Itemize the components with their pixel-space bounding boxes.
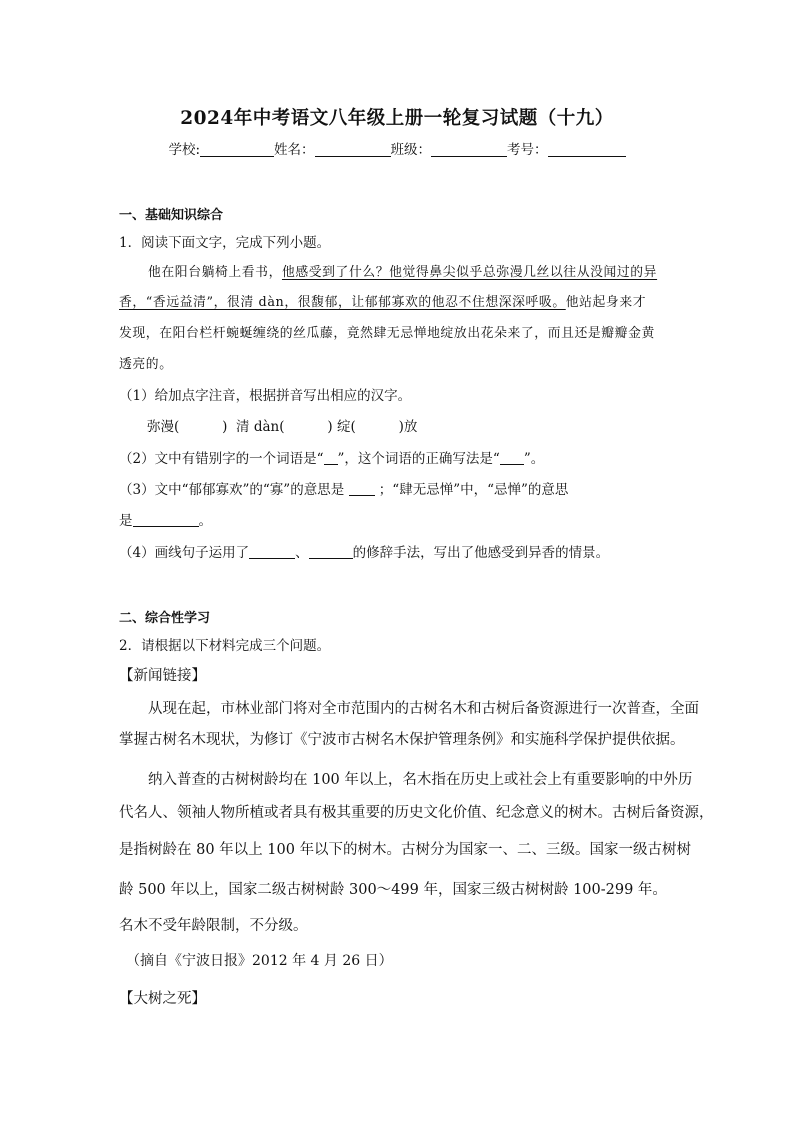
answer-blank xyxy=(500,452,524,465)
underlined-sentence: 香，“香远益清”，很清 dàn，很馥郁， xyxy=(119,295,352,310)
underlined-sentence: 他感受到了什么？他觉得鼻尖似乎总弥漫几丝以往从没闻过的异 xyxy=(281,265,658,280)
answer-blank xyxy=(249,546,295,559)
passage-line-4: 透亮的。 xyxy=(119,357,173,372)
sub4-text: 的修辞手法，写出了他感受到异香的情景。 xyxy=(352,545,610,561)
page-title: 2024年中考语文八年级上册一轮复习试题（十九） xyxy=(180,108,614,129)
name-label: 姓名： xyxy=(274,142,315,158)
news-paragraph-1-line-1: 从现在起，市林业部门将对全市范围内的古树名木和古树后备资源进行一次普查，全面 xyxy=(148,701,699,717)
subquestion-3-cont xyxy=(119,509,212,529)
subquestion-2 xyxy=(119,447,544,467)
sub2-text: （2）文中有错别字的一个词语是“ xyxy=(119,451,324,467)
passage-text: 他在阳台躺椅上看书， xyxy=(148,265,282,280)
school-blank xyxy=(200,142,274,157)
news-source: （摘自《宁波日报》2012 年 4 月 26 日） xyxy=(126,953,393,969)
subquestion-3 xyxy=(119,478,568,498)
news-link-heading: 【新闻链接】 xyxy=(119,668,206,684)
answer-blank xyxy=(309,546,353,559)
answer-blank xyxy=(324,452,338,465)
news-paragraph-2-line-4: 龄 500 年以上，国家二级古树树龄 300～499 年，国家三级古树树龄 100-299 年。 xyxy=(119,882,667,898)
sub3-text: ；“肆无忌惮”中，“忌惮”的意思 xyxy=(378,482,569,498)
news-paragraph-1-line-2: 掌握古树名木现状，为修订《宁波市古树名木保护管理条例》和实施科学保护提供依据。 xyxy=(119,732,685,748)
sub4-text: （4）画线句子运用了 xyxy=(119,545,250,561)
number-blank xyxy=(548,142,626,157)
answer-blank xyxy=(349,483,375,496)
sub2-text: ”，这个词语的正确写法是“ xyxy=(337,451,500,467)
subquestion-1-items: 弥漫( ) 清 dàn( ) 绽( )放 xyxy=(147,419,418,435)
question-2: 2．请根据以下材料完成三个问题。 xyxy=(119,638,331,654)
sub4-text: 、 xyxy=(295,545,309,561)
passage-line-2 xyxy=(119,291,646,310)
news-paragraph-2-line-1: 纳入普查的古树树龄均在 100 年以上，名木指在历史上或社会上有重要影响的中外历 xyxy=(148,772,693,788)
subquestion-1: （1）给加点字注音，根据拼音写出相应的汉字。 xyxy=(119,388,412,404)
name-blank xyxy=(315,142,391,157)
school-label: 学校: xyxy=(168,142,201,158)
news-paragraph-2-line-2: 代名人、领袖人物所植或者具有极其重要的历史文化价值、纪念意义的树木。古树后备资源， xyxy=(119,805,714,821)
number-label: 考号： xyxy=(507,142,548,158)
student-info-line xyxy=(0,138,794,158)
section1-heading: 一、基础知识综合 xyxy=(119,208,224,223)
section2-heading: 二、综合性学习 xyxy=(119,611,211,626)
question-1: 1．阅读下面文字，完成下列小题。 xyxy=(119,235,331,251)
class-blank xyxy=(431,142,507,157)
sub3-text: 是 xyxy=(119,513,133,529)
subquestion-4 xyxy=(119,541,609,561)
underlined-sentence: 让郁郁寡欢的他忍不住想深深呼吸。 xyxy=(351,295,566,310)
class-label: 班级： xyxy=(390,142,432,158)
passage-line-1 xyxy=(148,261,657,280)
passage-line-3: 发现，在阳台栏杆蜿蜒缠绕的丝瓜藤，竟然肆无忌惮地绽放出花朵来了，而且还是瓣瓣金黄 xyxy=(119,326,655,341)
sub3-text: （3）文中“郁郁寡欢”的“寡”的意思是 xyxy=(119,482,345,498)
news-paragraph-2-line-3: 是指树龄在 80 年以上 100 年以下的树木。古树分为国家一、二、三级。国家一级古树树 xyxy=(119,842,692,858)
sub3-text: 。 xyxy=(198,513,212,529)
news-paragraph-2-line-5: 名木不受年龄限制，不分级。 xyxy=(119,918,308,934)
answer-blank xyxy=(133,514,199,527)
sub2-text: ”。 xyxy=(523,451,545,467)
passage-text: 他站起身来才 xyxy=(565,295,647,310)
tree-death-heading: 【大树之死】 xyxy=(119,991,206,1007)
